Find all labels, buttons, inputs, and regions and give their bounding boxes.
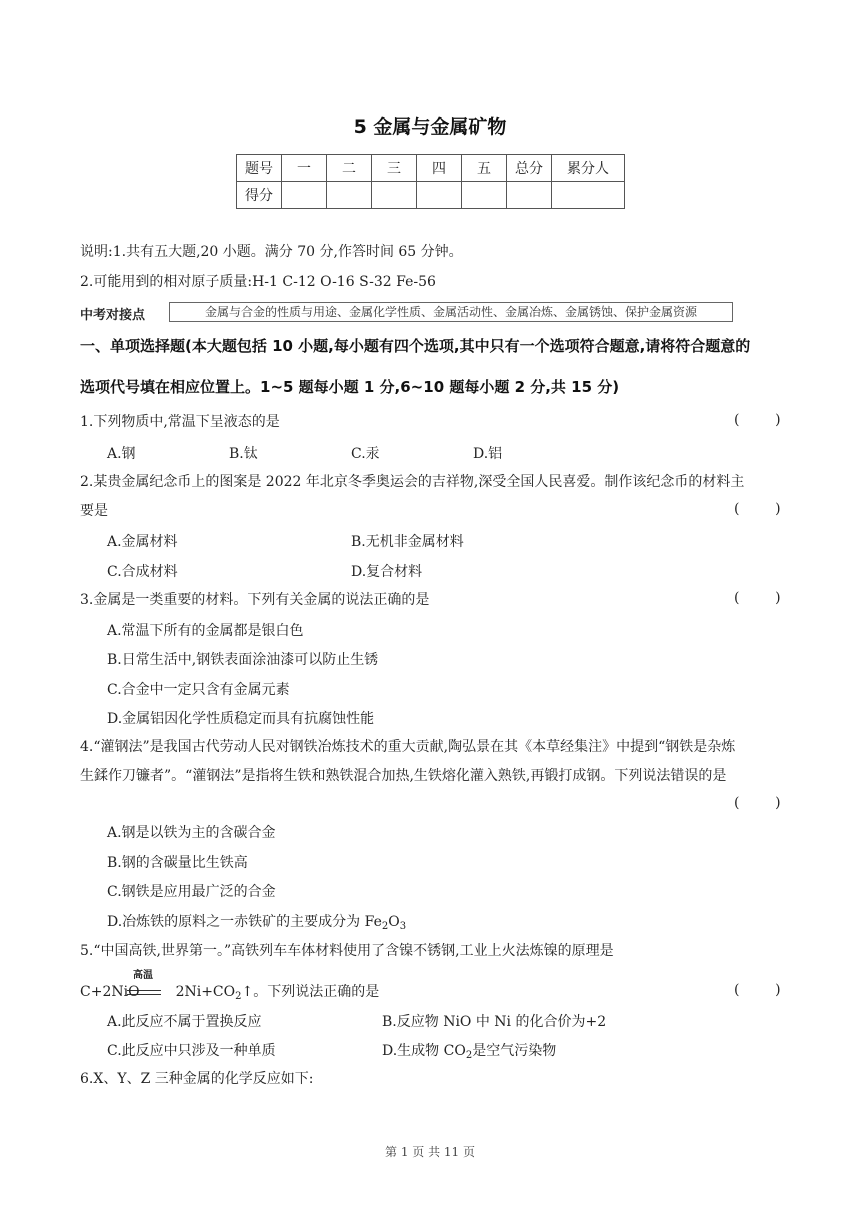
instructions-line-2: 2.可能用到的相对原子质量:H-1 C-12 O-16 S-32 Fe-56 [80,274,436,290]
table-cell: 二 [327,155,372,182]
question-5-equation [80,982,379,1002]
score-input-cell[interactable] [327,182,372,209]
score-input-cell[interactable] [417,182,462,209]
option-d: D.复合材料 [351,564,423,580]
option-d [382,1040,556,1060]
option-d-tail: 是空气污染物 [472,1043,557,1059]
option-a: A.金属材料 [107,534,178,550]
answer-blank[interactable]: ( ) [734,501,781,517]
option-d [107,911,406,931]
answer-blank[interactable]: ( ) [734,412,781,428]
score-input-cell[interactable] [552,182,625,209]
page-footer: 第 1 页 共 11 页 [385,1145,475,1159]
option-c: C.钢铁是应用最广泛的合金 [107,884,276,900]
option-d-text: D.生成物 CO [382,1043,466,1059]
option-a: A.钢是以铁为主的含碳合金 [107,825,276,841]
score-table [236,154,625,209]
option-b: B.钢的含碳量比生铁高 [107,855,248,871]
score-input-cell[interactable] [372,182,417,209]
subscript: 2 [381,921,389,932]
option-b: B.日常生活中,钢铁表面涂油漆可以防止生锈 [107,652,379,668]
subscript: 3 [399,921,407,932]
table-cell: 累分人 [552,155,625,182]
option-d: D.铝 [473,446,503,462]
table-cell: 五 [462,155,507,182]
table-cell: 总分 [507,155,552,182]
score-input-cell[interactable] [462,182,507,209]
table-cell: 一 [282,155,327,182]
question-3-stem: 3.金属是一类重要的材料。下列有关金属的说法正确的是 [80,592,430,608]
answer-blank[interactable]: ( ) [734,590,781,606]
question-2-stem-cont: 要是 [80,503,108,519]
reaction-condition: 高温 [133,970,153,981]
key-points-box: 金属与合金的性质与用途、金属化学性质、金属活动性、金属冶炼、金属锈蚀、保护金属资源 [169,302,733,322]
answer-blank[interactable]: ( ) [734,982,781,998]
formula-part: O [388,914,400,930]
score-table-header-row [237,155,625,182]
subscript: 2 [465,1050,473,1061]
option-d: D.金属铝因化学性质稳定而具有抗腐蚀性能 [107,711,375,727]
option-d-text: D.冶炼铁的原料之一赤铁矿的主要成分为 Fe [107,914,382,930]
section-heading-line-2: 选项代号填在相应位置上。1~5 题每小题 1 分,6~10 题每小题 2 分,共 15 分) [80,378,620,396]
table-cell: 题号 [237,155,282,182]
option-c: C.合金中一定只含有金属元素 [107,682,290,698]
option-a: A.此反应不属于置换反应 [107,1014,262,1030]
subscript: 2 [235,991,242,1002]
option-c: C.汞 [351,446,380,462]
instructions-line-1: 说明:1.共有五大题,20 小题。满分 70 分,作答时间 65 分钟。 [80,244,463,260]
question-6-stem: 6.X、Y、Z 三种金属的化学反应如下: [80,1071,314,1087]
equation-tail: ↑。下列说法正确的是 [241,984,380,1000]
question-2-stem: 2.某贵金属纪念币上的图案是 2022 年北京冬季奥运会的吉祥物,深受全国人民喜爱。制作该纪念币的材料主 [80,474,745,490]
option-b: B.钛 [229,446,258,462]
question-1-stem: 1.下列物质中,常温下呈液态的是 [80,414,280,430]
option-c: C.此反应中只涉及一种单质 [107,1043,276,1059]
option-b: B.无机非金属材料 [351,534,464,550]
question-4-stem-cont: 生鍒作刀镰者”。“灌钢法”是指将生铁和熟铁混合加热,生铁熔化灌入熟铁,再锻打成钢。下列说法错误的是 [80,768,727,784]
option-c: C.合成材料 [107,564,178,580]
option-a: A.钢 [107,446,136,462]
table-cell: 三 [372,155,417,182]
score-table-score-row [237,182,625,209]
table-cell: 四 [417,155,462,182]
option-b: B.反应物 NiO 中 Ni 的化合价为+2 [382,1014,607,1030]
question-5-stem: 5.“中国高铁,世界第一。”高铁列车车体材料使用了含镍不锈钢,工业上火法炼镍的原理是 [80,943,614,959]
table-cell: 得分 [237,182,282,209]
page-title: 5 金属与金属矿物 [353,116,507,138]
answer-blank[interactable]: ( ) [734,795,781,811]
section-heading-line-1: 一、单项选择题(本大题包括 10 小题,每小题有四个选项,其中只有一个选项符合题意,请将符合题意的 [80,337,751,355]
equation-right: 2Ni+CO [175,984,236,1000]
key-points-label: 中考对接点 [80,308,146,323]
equation-left: C+2NiO [80,984,140,1000]
score-input-cell[interactable] [282,182,327,209]
question-4-stem: 4.“灌钢法”是我国古代劳动人民对钢铁冶炼技术的重大贡献,陶弘景在其《本草经集注》中提到“钢铁是杂炼 [80,739,736,755]
option-a: A.常温下所有的金属都是银白色 [107,623,304,639]
score-input-cell[interactable] [507,182,552,209]
